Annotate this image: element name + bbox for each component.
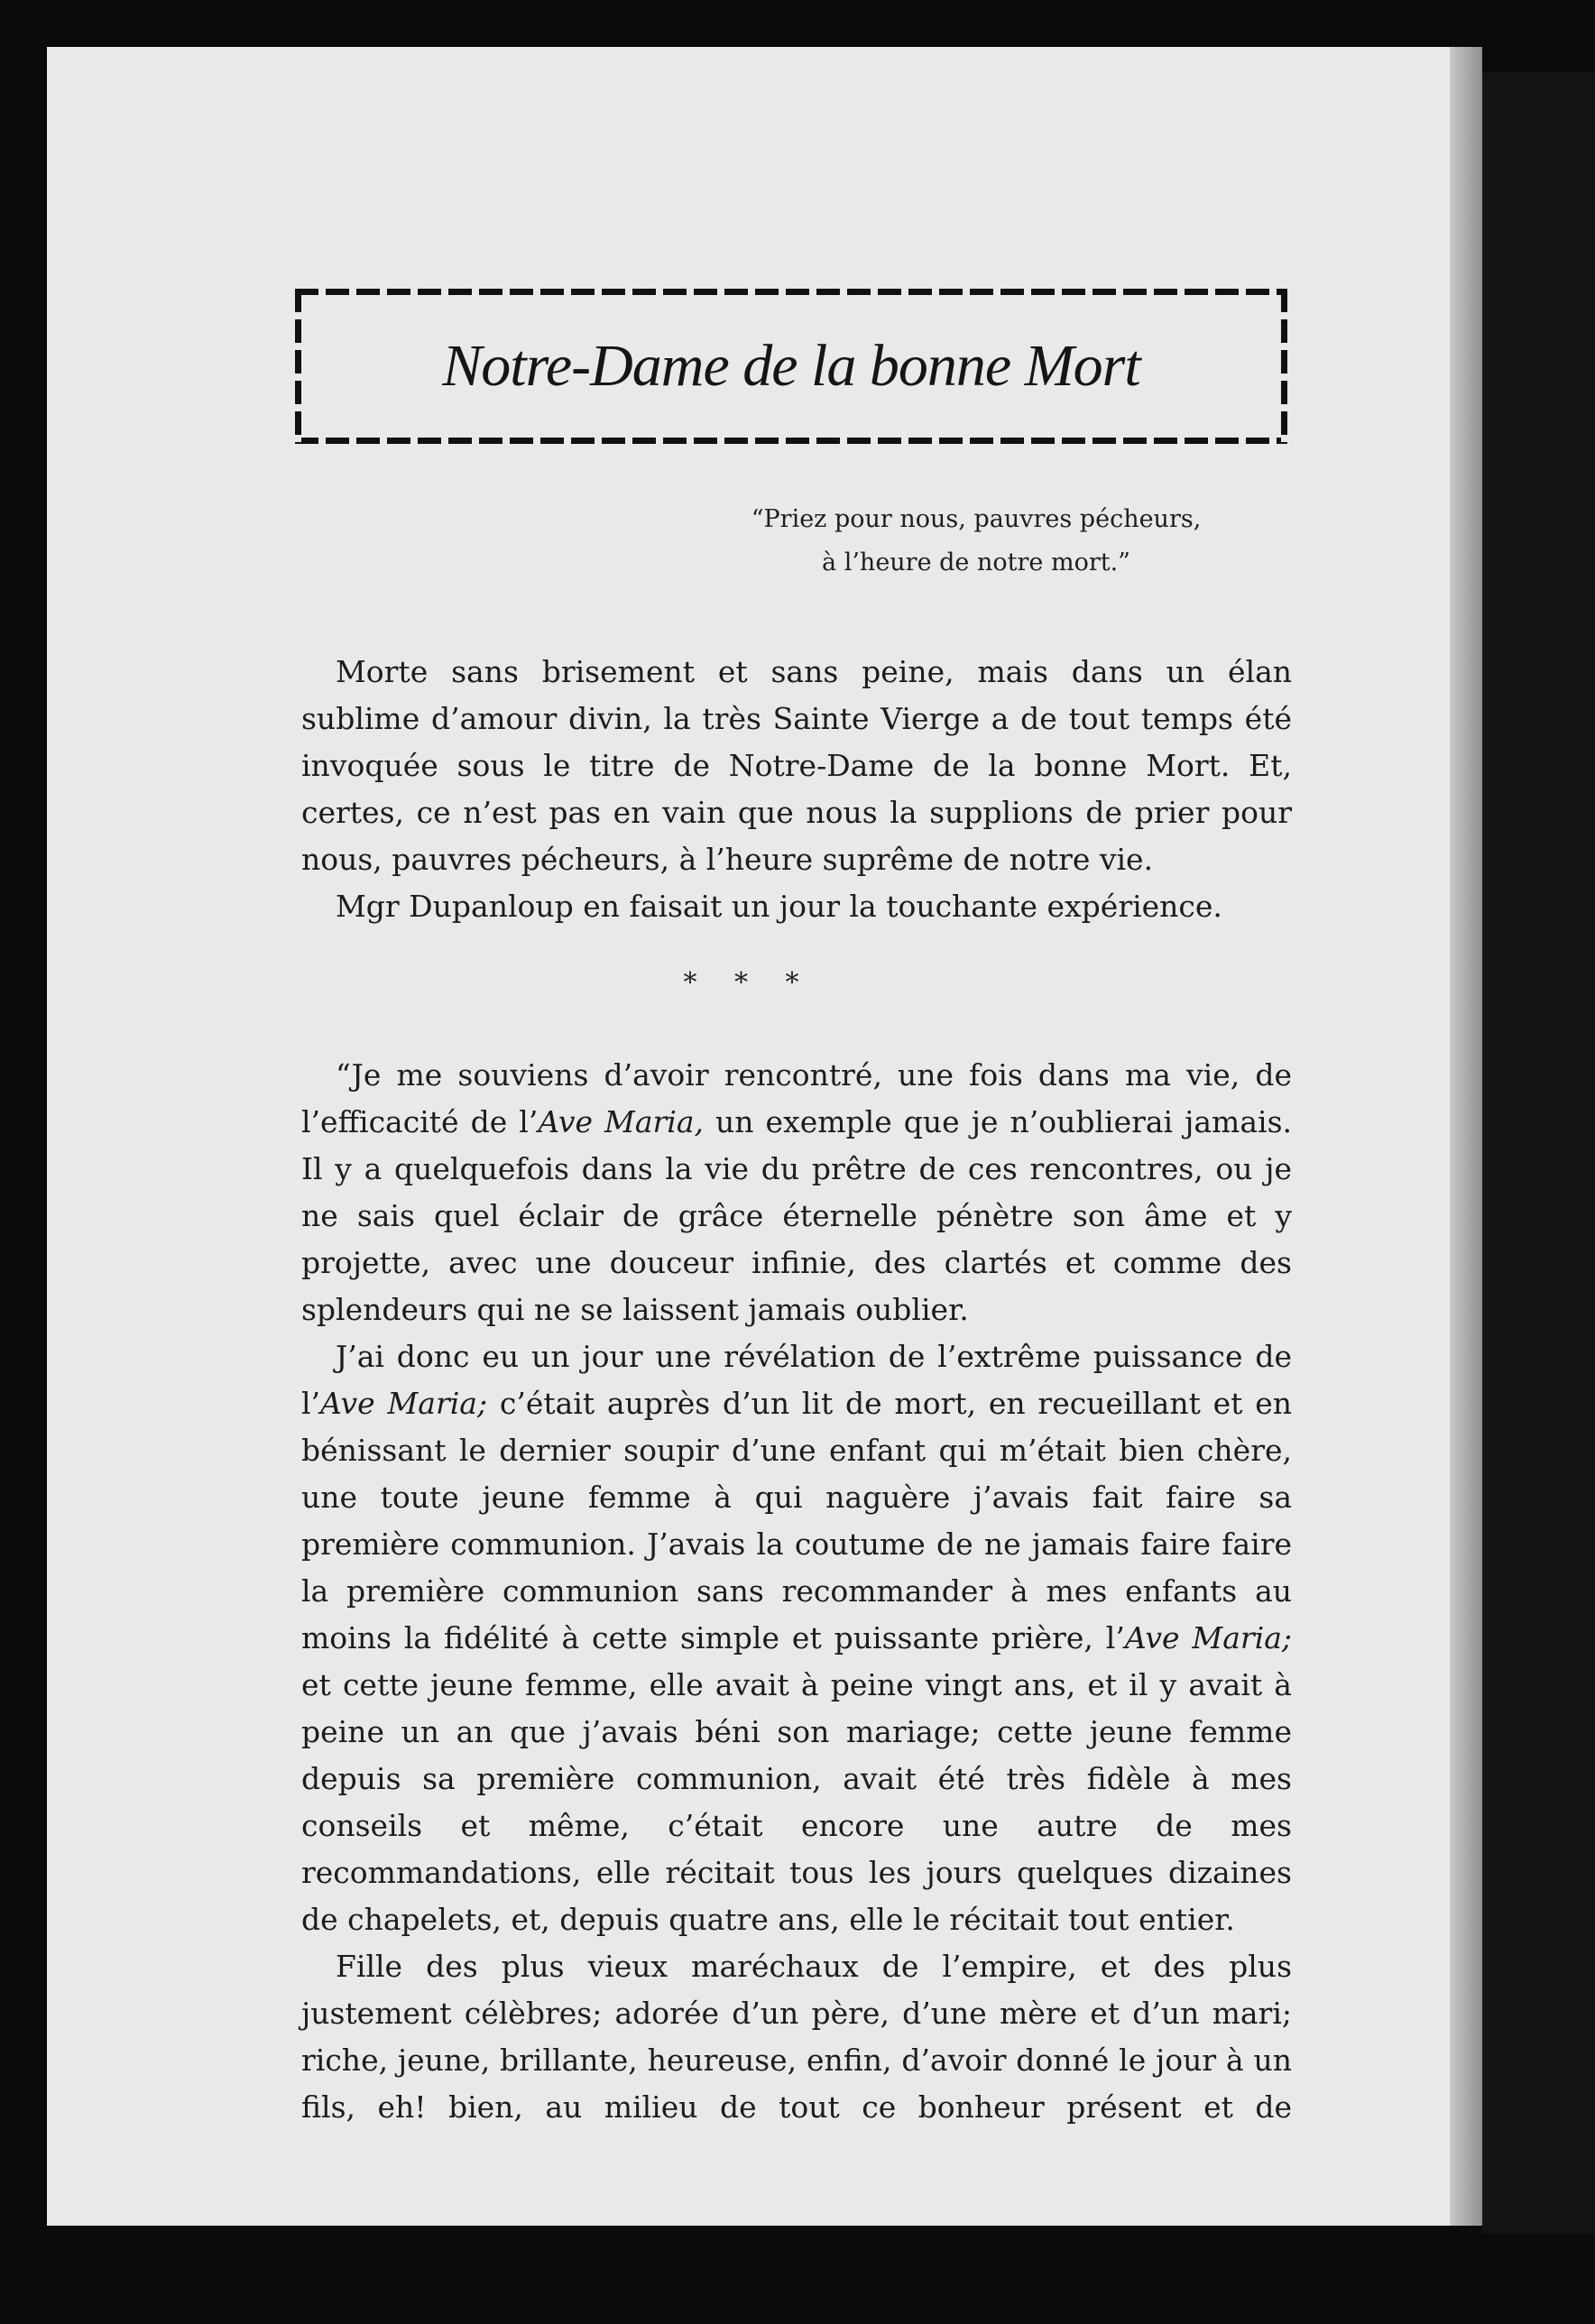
epigraph-line-2: à l’heure de notre mort.” (822, 549, 1130, 576)
quote-p1-italic: Ave Maria, (538, 1104, 704, 1139)
epigraph-line-1: “Priez pour nous, pauvres pécheurs, (751, 505, 1202, 533)
title-frame (295, 289, 1287, 444)
quote-paragraph-1 (301, 1052, 1292, 1333)
quote-p2-italic-1: Ave Maria; (320, 1386, 488, 1421)
section-separator: * * * (683, 967, 814, 999)
frame-top-border (295, 289, 1287, 295)
quote-p2-italic-2: Ave Maria; (1124, 1620, 1292, 1655)
quote-section (301, 1052, 1292, 2131)
adjacent-page-dark (1482, 72, 1595, 2234)
page-title: Notre-Dame de la bonne Mort (442, 333, 1140, 399)
quote-paragraph-2 (301, 1333, 1292, 1943)
intro-paragraph-1: Morte sans brisement et sans peine, mais dans un élan sublime d’amour divin, la très Sainte Vierge a de tout temps été invoquée sous le titre de Notre-Dame de la bonne Mort. Et, certes, ce n’est pas en vain que nous la supplions de prier pour nous, pauvres pécheurs, à l’heure suprême de notre vie. (301, 654, 1292, 877)
intro-section (301, 649, 1292, 930)
epigraph (678, 498, 1274, 585)
intro-paragraph-2: Mgr Dupanloup en faisait un jour la touchante expérience. (336, 889, 1222, 924)
book-page (47, 47, 1450, 2226)
quote-p2-text-a: J’ai donc eu un jour une révélation de l’extrême puissance de l’ (301, 1339, 1292, 1421)
quote-paragraph-3: Fille des plus vieux maréchaux de l’empire, et des plus justement célèbres; adorée d’un père, d’une mère et d’un mari; riche, jeune, brillante, heureuse, enfin, d’avoir donné le jour à un fils, eh! bien, au milieu de tout ce bonheur présent et de (301, 1949, 1292, 2125)
quote-p1-text-b: un exemple que je n’oublierai jamais. Il y a quelquefois dans la vie du prêtre de ces rencontres, ou je ne sais quel éclair de grâce éternelle pénètre son âme et y projette, avec une douceur infinie, des clartés et comme des splendeurs qui ne se laissent jamais oublier. (301, 1104, 1292, 1327)
frame-bottom-border (295, 438, 1287, 444)
quote-p2-text-b: c’était auprès d’un lit de mort, en recueillant et en bénissant le dernier soupir d’une enfant qui m’était bien chère, une toute jeune femme à qui naguère j’avais fait faire sa première communion. J’avais la coutume de ne jamais faire faire la première communion sans recommander à mes enfants au moins la fidélité à cette simple et puissante prière, l’ (301, 1386, 1292, 1655)
page-gutter-edge (1450, 47, 1482, 2226)
quote-p2-text-c: et cette jeune femme, elle avait à peine vingt ans, et il y avait à peine un an que j’avais béni son mariage; cette jeune femme depuis sa première communion, avait été très fidèle à mes conseils et même, c’était encore une autre de mes recommandations, elle récitait tous les jours quelques dizaines de chapelets, et, depuis quatre ans, elle le récitait tout entier. (301, 1667, 1292, 1937)
quote-p1-text-a: “Je me souviens d’avoir rencontré, une fois dans ma vie, de l’efficacité de l’ (301, 1057, 1292, 1139)
